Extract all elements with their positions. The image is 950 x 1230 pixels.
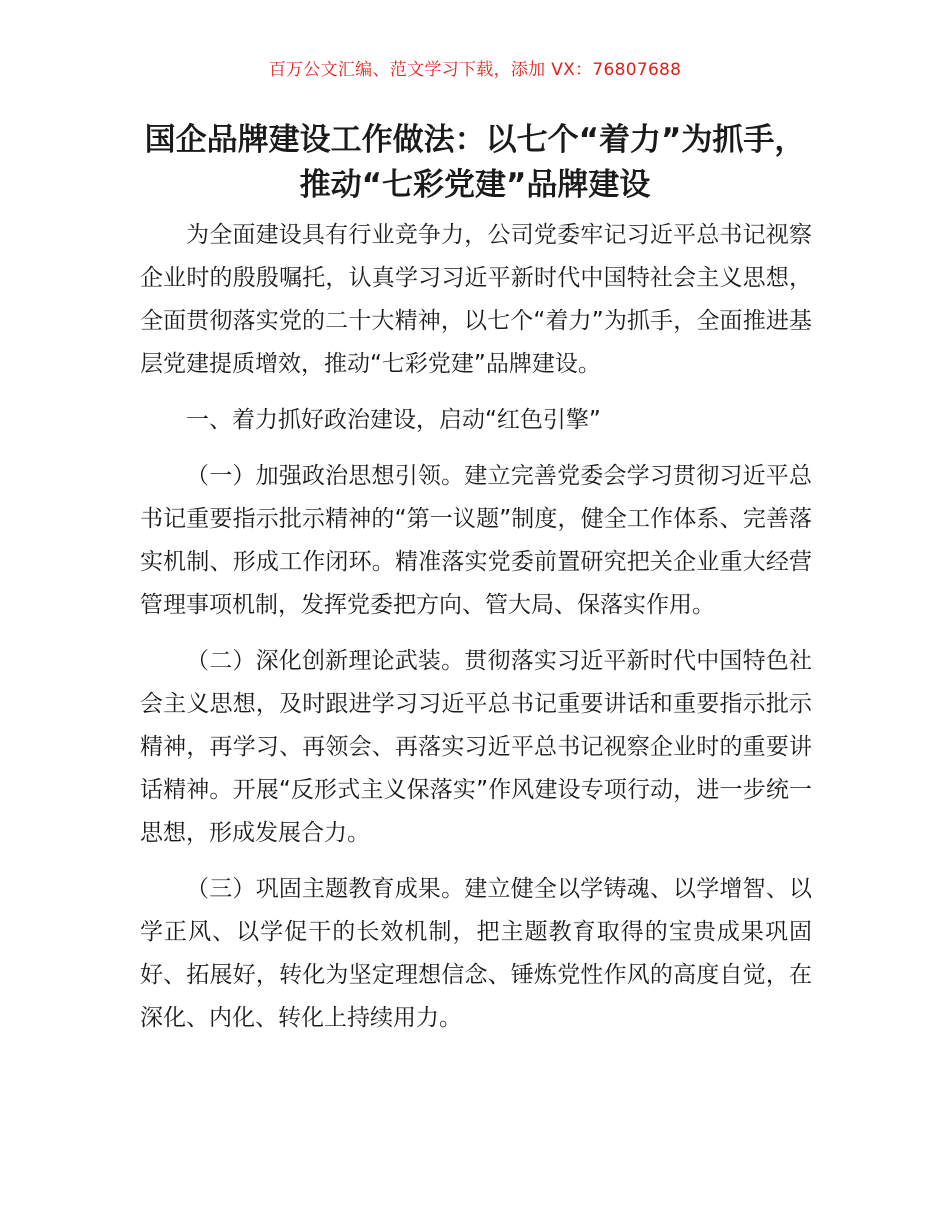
body-paragraph: （二）深化创新理论武装。贯彻落实习近平新时代中国特色社会主义思想，及时跟进学习习近平总书记重要讲话和重要指示批示精神，再学习、再领会、再落实习近平总书记视察企业时的重要讲话精神。开展“反形式主义保落实”作风建设专项行动，进一步统一思想，形成发展合力。 <box>140 648 812 846</box>
body-paragraph: （一）加强政治思想引领。建立完善党委会学习贯彻习近平总书记重要指示批示精神的“第一议题”制度，健全工作体系、完善落实机制、形成工作闭环。精准落实党委前置研究把关企业重大经营管理事项机制，发挥党委把方向、管大局、保落实作用。 <box>140 463 812 618</box>
section-heading: 一、着力抓好政治建设，启动“红色引擎” <box>186 407 601 433</box>
document-body <box>140 214 812 1053</box>
intro-paragraph: 为全面建设具有行业竞争力，公司党委牢记习近平总书记视察企业时的殷殷嘱托，认真学习习近平新时代中国特社会主义思想，全面贯彻落实党的二十大精神，以七个“着力”为抓手，全面推进基层党建提质增效，推动“七彩党建”品牌建设。 <box>140 222 812 377</box>
document-title: 国企品牌建设工作做法：以七个“着力”为抓手，推动“七彩党建”品牌建设 <box>144 122 806 203</box>
body-paragraph: （三）巩固主题教育成果。建立健全以学铸魂、以学增智、以学正风、以学促干的长效机制，把主题教育取得的宝贵成果巩固好、拓展好，转化为坚定理想信念、锤炼党性作风的高度自觉，在深化、内化、转化上持续用力。 <box>140 876 812 1031</box>
header-note: 百万公文汇编、范文学习下载，添加 VX：76807688 <box>268 60 682 80</box>
